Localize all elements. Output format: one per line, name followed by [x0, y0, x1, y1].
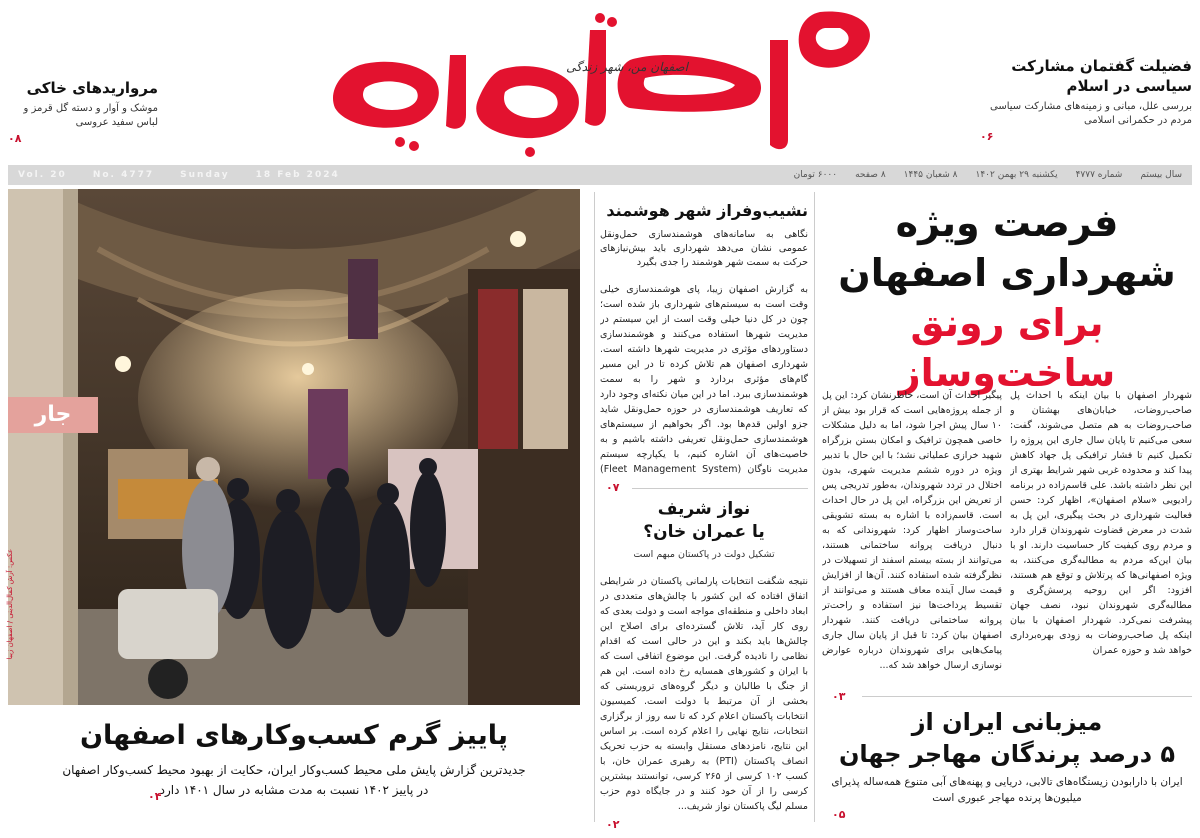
photo-credit: عکس: آرش کمال‌الدینی / اصفهان زیبا	[6, 548, 14, 660]
column-divider	[814, 192, 815, 822]
lead-page: ۰۳	[832, 690, 846, 703]
teaser-right-page: ۰۶	[980, 130, 994, 143]
issue-info-latin	[18, 170, 340, 180]
birds-title1: میزبانی ایران از	[911, 708, 1103, 736]
bazaar-photo	[8, 189, 580, 705]
teaser-left	[8, 78, 158, 145]
bazaar-sign: جار	[8, 397, 98, 433]
lead-column-left: پیگیر احداث آن است، خاطرنشان کرد: این پل از جمله پروژه‌هایی است که قرار بود بیش از ۱۰ سال پیش اجرا شود، اما به دلیل مشکلات خاصی همچون ترافیک و امکان بستن بزرگراه شهید خرازی عملیاتی نشد؛ با این حال با تدبیر ویژه در دوره ششم مدیریت شهری، بدون اختلال در تردد شهروندان، به‌طور تدریجی پس از تعریض این بزرگراه، این پل در حال احداث است. قاسم‌زاده با اشاره به بسته تشویقی ساخت‌وساز اظهار کرد: شهروندانی که به دنبال دریافت پروانه ساختمانی هستند، می‌توانند از بسته بیستم اسفند از تسهیلات در نظرگرفته شده استفاده کنند. آن‌ها از افزایش قیمت سال آینده معاف هستند و می‌توانند از تقسیط پرداخت‌ها نیز استفاده و راحت‌تر پروانه ساختمانی دریافت کنند. شهردار اصفهان بیان کرد: تا قبل از پایان سال جاری پیامک‌هایی برای شهروندان درباره عوارض نوسازی ارسال خواهد شد که...	[822, 390, 1002, 671]
bazaar-scene	[8, 189, 580, 705]
pakistan-page: ۰۲	[606, 818, 620, 831]
smart-city-body: به گزارش اصفهان زیبا، پای هوشمندسازی خیلی وقت است به سیستم‌های شهرداری باز شده است؛ چون در کل دنیا خیلی وقت است از این سیستم در مدیریت شهرها استفاده می‌کنند و هوشمندسازی دستاوردهای مؤثری در مدیریت شهرها داشته است. شهرداری اصفهان هم تلاش کرده تا در این مسیر گام‌های مؤثری بردارد و شهر را به سمت هوشمندسازی ببرد. اما در این میان نکته‌ای وجود دارد که تعاریف هوشمندسازی در حوزه حمل‌ونقل شاید جزو اولین قدم‌ها بود. اگر بخواهیم از سیستم‌های هوشمندسازی حمل‌ونقل تعریفی داشته باشیم و به خاصیت‌های آن اشاره کنیم، با یکپارچه سیستم مدیریت ناوگان (Fleet Management System)	[600, 284, 808, 475]
smart-city-page: ۰۷	[606, 481, 620, 494]
date-fa: یکشنبه ۲۹ بهمن ۱۴۰۲	[975, 170, 1058, 180]
year-fa: سال بیستم	[1140, 170, 1182, 180]
date-label: 18 Feb 2024	[255, 170, 340, 180]
pakistan-body: نتیجه شگفت انتخابات پارلمانی پاکستان در شرایطی اتفاق افتاده که این کشور با چالش‌های متعددی در ابعاد داخلی و منطقه‌ای مواجه است و دولت بعدی که روی کار آید، تلاش گسترده‌ای برای اصلاح این چالش‌ها باید بکند و این در حالی است که اقدام نظامی را نادیده گرفت. این موضوع اتفاقی است که با ایران و کشورهای همسایه رخ داده است. این هم از جنگ با طالبان و دیگر گروه‌های تروریستی که بخشی از آن مرتبط با دولت است. کمیسیون انتخابات پاکستان اعلام کرد که تا سه روز از برگزاری انتخابات، نتایج نهایی را اعلام کرده است. بر اساس این نتایج، نامزدهای مستقل وابسته به حزب تحریک انصاف پاکستان (PTI) به رهبری عمران خان، با کسب ۱۰۲ کرسی از ۲۶۵ کرسی، توانستند بیشترین کرسی را از آن خود کنند و در جایگاه دوم حزب مسلم لیگ پاکستان نواز شریف...	[600, 576, 808, 812]
teaser-right-text: بررسی علل، مبانی و زمینه‌های مشارکت سیاسی مردم در حکمرانی اسلامی	[990, 101, 1192, 126]
smart-city-lead: نگاهی به سامانه‌های هوشمندسازی حمل‌ونقل عمومی نشان می‌دهد شهرداری باید بیش‌نیازهای حرکت به سمت شهر هوشمند را جدی بگیرد	[600, 229, 808, 268]
pakistan-title1: نواز شریف	[657, 499, 751, 519]
photo-page: ۰۴	[148, 790, 162, 803]
photo-caption-text2: در پاییز ۱۴۰۲ نسبت به مدت مشابه در سال ۱۴۰۱ دارد	[159, 783, 429, 797]
birds-story	[822, 706, 1192, 806]
divider	[632, 488, 808, 489]
photo-caption-title: پاییز گرم کسب‌وکارهای اصفهان	[79, 720, 509, 751]
photo-caption-text1: جدیدترین گزارش پایش ملی محیط کسب‌وکار ایران، حکایت از بهبود محیط کسب‌وکار اصفهان	[62, 763, 526, 777]
column-divider	[594, 192, 595, 822]
teaser-left-title: مرواریدهای خاکی	[26, 79, 158, 97]
date-hijri: ۸ شعبان ۱۴۴۵	[903, 170, 958, 180]
birds-page: ۰۵	[832, 808, 846, 821]
teaser-left-page: ۰۸	[8, 132, 22, 145]
smart-city-title: نشیب‌وفراز شهر هوشمند	[606, 201, 808, 220]
lead-headline	[822, 198, 1192, 398]
weekday-label: Sunday	[180, 170, 230, 180]
volume-label: Vol. 20	[18, 170, 67, 180]
lead-column-right: شهردار اصفهان با بیان اینکه با احداث پل صاحب‌روضات، خیابان‌های بهشتان و صاحب‌روضات به هم متصل می‌شوند، گفت: سعی می‌کنیم تا پایان سال جاری این پروژه را تکمیل کنیم تا فشار ترافیکی پل جهاد کاهش پیدا کند و محدوده غربی شهر شرایط بهتری از این نظر داشته باشد. علی قاسم‌زاده در برنامه رادیویی «سلام اصفهان»، اظهار کرد: حسن فعالیت شهرداری در بحث پیگیری، این پل به شدت در معرض قضاوت شهروندان قرار دارد و مردم روی کیفیت کار حساسیت دارند. او با بیان این‌که مردم به مطالبه‌گری می‌کنند، به ویژه اصفهانی‌ها که پرتلاش و توقع هم هستند، افزود: اگر این روحیه پرسش‌گری و مطالبه‌گری شهروندان نبود، نصف جهان پیشرفت نمی‌کرد. شهردار اصفهان با بیان اینکه پل صاحب‌روضات به زودی بهره‌برداری خواهد شد و حوزه عمران	[1010, 390, 1192, 656]
issue-info-persian	[794, 170, 1182, 180]
lead-line1: فرصت ویژه	[895, 201, 1119, 245]
masthead	[300, 0, 900, 160]
number-fa: شماره ۴۷۷۷	[1075, 170, 1123, 180]
teaser-left-text: موشک و آوار و دسته گل قرمز و لباس سفید عروسی	[23, 103, 158, 128]
divider	[862, 696, 1192, 697]
issue-number-label: No. 4777	[92, 170, 155, 180]
teaser-right-title: فضیلت گفتمان مشارکت سیاسی در اسلام	[1011, 57, 1192, 95]
pakistan-subtitle: تشکیل دولت در پاکستان مبهم است	[633, 549, 775, 560]
price: ۶۰۰۰ تومان	[793, 170, 838, 180]
page-count: ۸ صفحه	[855, 170, 886, 180]
masthead-tagline: اصفهان من، شهر زندگی	[566, 60, 688, 74]
birds-title2: ۵ درصد پرندگان مهاجر جهان	[838, 740, 1176, 768]
masthead-logo	[300, 0, 900, 160]
teaser-right	[980, 56, 1192, 143]
pakistan-story	[600, 498, 808, 562]
smart-city-story	[600, 200, 808, 270]
birds-text: ایران با دارابودن زیستگاه‌های تالابی، دریایی و پهنه‌های آبی متنوع همه‌ساله پذیرای میلیون‌ها پرنده مهاجر عبوری است	[831, 776, 1183, 804]
pakistan-title2: یا عمران خان؟	[643, 522, 765, 542]
issue-info-bar	[8, 165, 1192, 185]
lead-line2: شهرداری اصفهان	[838, 251, 1176, 295]
photo-caption	[8, 718, 580, 800]
lead-line3: برای رونق ساخت‌وساز	[898, 301, 1116, 395]
